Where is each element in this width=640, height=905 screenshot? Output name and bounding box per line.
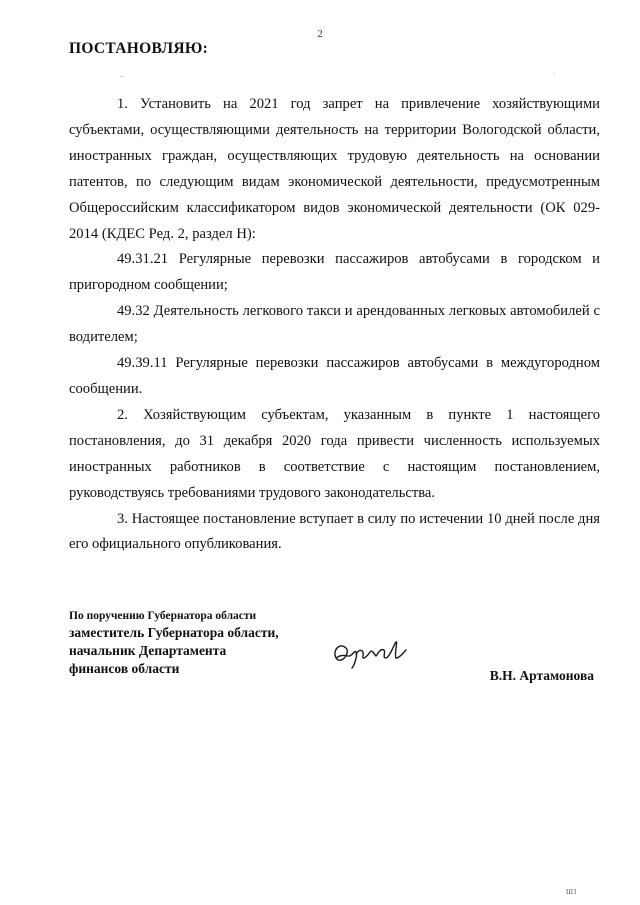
signatory-authority: По поручению Губернатора области xyxy=(69,610,257,622)
signer-name: В.Н. Артамонова xyxy=(489,668,594,683)
okved-item-49-31-21: 49.31.21 Регулярные перевозки пассажиров автобусами в городском и пригородном сообщении; xyxy=(69,251,600,294)
paragraph-item-2: 2. Хозяйствующим субъектам, указанным в пункте 1 настоящего постановления, до 31 декабря 2020 года привести численность используемых иностранных работников в соответствие с настоящим постановлением, руководствуясь требованиями трудового законодательства. xyxy=(69,406,600,501)
okved-item-49-39-11: 49.39.11 Регулярные перевозки пассажиров автобусами в междугородном сообщении. xyxy=(69,355,600,397)
handwritten-signature xyxy=(330,636,410,670)
paragraph-item-3: 3. Настоящее постановление вступает в силу по истечении 10 дней после дня его официального опубликования. xyxy=(69,510,600,553)
okved-item-49-32: 49.32 Деятельность легкового такси и арендованных легковых автомобилей с водителем; xyxy=(69,303,600,346)
footer-mark: ШI xyxy=(566,888,578,896)
scan-speck-left: .. xyxy=(120,70,124,79)
page-number: 2 xyxy=(317,28,323,40)
signatory-title-line-2: начальник Департамента xyxy=(69,643,227,658)
resolution-heading: ПОСТАНОВЛЯЮ: xyxy=(69,40,209,57)
paragraph-item-1: 1. Установить на 2021 год запрет на привлечение хозяйствующими субъектами, осуществляющими деятельность на территории Вологодской области, иностранных граждан, осуществляющих трудовую деятельность на основании патентов, по следующим видам экономической деятельности, предусмотренным Общероссийским классификатором видов экономической деятельности (ОК 029-2014 (КДЕС Ред. 2, раздел Н): xyxy=(69,96,600,242)
scan-speck-right: · xyxy=(553,70,556,79)
resolution-body xyxy=(69,92,600,558)
signatory-title-line-3: финансов области xyxy=(69,661,180,676)
signatory-title-line-1: заместитель Губернатора области, xyxy=(69,625,279,640)
